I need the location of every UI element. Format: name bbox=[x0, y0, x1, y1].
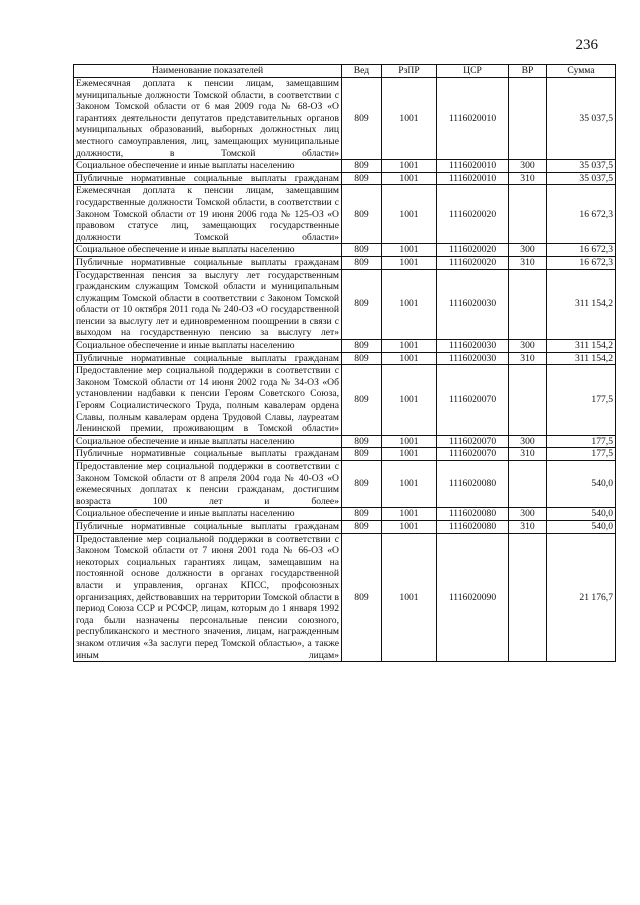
cell-ved: 809 bbox=[342, 508, 382, 521]
cell-name: Ежемесячная доплата к пенсии лицам, замещавшим муниципальные должности Томской области, в соответствии с Законом Томской области от 6 мая 2009 года № 68-ОЗ «О гарантиях деятельности депутатов представительных органов муниципальных образований, выборных должностных лиц местного самоуправления, лиц, замещающих муниципальные должности, в Томской области» bbox=[74, 78, 342, 160]
cell-sum: 311 154,2 bbox=[547, 340, 616, 353]
cell-ved: 809 bbox=[342, 533, 382, 662]
cell-vr: 310 bbox=[509, 520, 547, 533]
cell-name: Публичные нормативные социальные выплаты гражданам bbox=[74, 172, 342, 185]
cell-vr bbox=[509, 185, 547, 244]
cell-name: Социальное обеспечение и иные выплаты населению bbox=[74, 244, 342, 257]
page-number: 236 bbox=[575, 37, 598, 53]
cell-ved: 809 bbox=[342, 172, 382, 185]
table-row bbox=[74, 448, 616, 461]
cell-sum: 177,5 bbox=[547, 448, 616, 461]
cell-ved: 809 bbox=[342, 160, 382, 173]
table-row bbox=[74, 160, 616, 173]
cell-ved: 809 bbox=[342, 185, 382, 244]
table-row bbox=[74, 244, 616, 257]
cell-sum: 35 037,5 bbox=[547, 78, 616, 160]
cell-rzpr: 1001 bbox=[382, 365, 437, 436]
table-row bbox=[74, 172, 616, 185]
cell-vr: 300 bbox=[509, 340, 547, 353]
cell-csr: 1116020080 bbox=[437, 520, 509, 533]
cell-sum: 35 037,5 bbox=[547, 172, 616, 185]
cell-name: Предоставление мер социальной поддержки в соответствии с Законом Томской области от 8 апреля 2004 года № 40-ОЗ «О ежемесячных доплатах к пенсии гражданам, достигшим возраста 100 лет и более» bbox=[74, 461, 342, 508]
table-row bbox=[74, 461, 616, 508]
cell-csr: 1116020080 bbox=[437, 508, 509, 521]
table-row bbox=[74, 508, 616, 521]
cell-vr bbox=[509, 365, 547, 436]
cell-vr: 310 bbox=[509, 172, 547, 185]
cell-vr: 300 bbox=[509, 508, 547, 521]
cell-ved: 809 bbox=[342, 78, 382, 160]
header-csr: ЦСР bbox=[437, 65, 509, 78]
cell-rzpr: 1001 bbox=[382, 508, 437, 521]
cell-rzpr: 1001 bbox=[382, 185, 437, 244]
cell-sum: 16 672,3 bbox=[547, 256, 616, 269]
cell-csr: 1116020030 bbox=[437, 352, 509, 365]
cell-csr: 1116020090 bbox=[437, 533, 509, 662]
cell-rzpr: 1001 bbox=[382, 172, 437, 185]
cell-sum: 35 037,5 bbox=[547, 160, 616, 173]
cell-csr: 1116020010 bbox=[437, 172, 509, 185]
cell-vr bbox=[509, 461, 547, 508]
table-row bbox=[74, 365, 616, 436]
cell-csr: 1116020080 bbox=[437, 461, 509, 508]
cell-rzpr: 1001 bbox=[382, 78, 437, 160]
cell-rzpr: 1001 bbox=[382, 256, 437, 269]
cell-sum: 177,5 bbox=[547, 365, 616, 436]
cell-ved: 809 bbox=[342, 340, 382, 353]
cell-vr bbox=[509, 269, 547, 340]
cell-rzpr: 1001 bbox=[382, 435, 437, 448]
table-row bbox=[74, 533, 616, 662]
cell-ved: 809 bbox=[342, 448, 382, 461]
cell-vr: 300 bbox=[509, 435, 547, 448]
budget-table bbox=[73, 64, 616, 662]
cell-name: Социальное обеспечение и иные выплаты населению bbox=[74, 340, 342, 353]
cell-sum: 540,0 bbox=[547, 520, 616, 533]
cell-rzpr: 1001 bbox=[382, 520, 437, 533]
cell-csr: 1116020070 bbox=[437, 365, 509, 436]
cell-name: Социальное обеспечение и иные выплаты населению bbox=[74, 435, 342, 448]
table-row bbox=[74, 185, 616, 244]
cell-rzpr: 1001 bbox=[382, 160, 437, 173]
cell-csr: 1116020020 bbox=[437, 185, 509, 244]
cell-ved: 809 bbox=[342, 352, 382, 365]
cell-name: Предоставление мер социальной поддержки в соответствии с Законом Томской области от 14 июня 2002 года № 34-ОЗ «Об установлении надбавки к пенсии Героям Советского Союза, Героям Социалистического Труда, полным кавалерам ордена Славы, полным кавалерам ордена Трудовой Славы, лауреатам Ленинской премии, проживающим в Томской области» bbox=[74, 365, 342, 436]
cell-vr: 310 bbox=[509, 448, 547, 461]
cell-csr: 1116020020 bbox=[437, 256, 509, 269]
cell-sum: 540,0 bbox=[547, 461, 616, 508]
cell-vr: 300 bbox=[509, 160, 547, 173]
cell-name: Публичные нормативные социальные выплаты гражданам bbox=[74, 448, 342, 461]
cell-sum: 16 672,3 bbox=[547, 244, 616, 257]
cell-ved: 809 bbox=[342, 256, 382, 269]
cell-csr: 1116020020 bbox=[437, 244, 509, 257]
cell-name: Публичные нормативные социальные выплаты гражданам bbox=[74, 256, 342, 269]
cell-name: Социальное обеспечение и иные выплаты населению bbox=[74, 508, 342, 521]
cell-rzpr: 1001 bbox=[382, 448, 437, 461]
cell-ved: 809 bbox=[342, 269, 382, 340]
cell-name: Публичные нормативные социальные выплаты гражданам bbox=[74, 352, 342, 365]
cell-vr bbox=[509, 78, 547, 160]
cell-rzpr: 1001 bbox=[382, 352, 437, 365]
cell-sum: 311 154,2 bbox=[547, 269, 616, 340]
cell-csr: 1116020010 bbox=[437, 78, 509, 160]
cell-ved: 809 bbox=[342, 365, 382, 436]
cell-vr: 310 bbox=[509, 352, 547, 365]
header-sum: Сумма bbox=[547, 65, 616, 78]
cell-vr: 300 bbox=[509, 244, 547, 257]
cell-sum: 540,0 bbox=[547, 508, 616, 521]
cell-vr bbox=[509, 533, 547, 662]
cell-vr: 310 bbox=[509, 256, 547, 269]
cell-rzpr: 1001 bbox=[382, 340, 437, 353]
cell-ved: 809 bbox=[342, 461, 382, 508]
table-row bbox=[74, 340, 616, 353]
table-row bbox=[74, 256, 616, 269]
cell-rzpr: 1001 bbox=[382, 461, 437, 508]
table-row bbox=[74, 520, 616, 533]
cell-rzpr: 1001 bbox=[382, 533, 437, 662]
header-vr: ВР bbox=[509, 65, 547, 78]
cell-sum: 21 176,7 bbox=[547, 533, 616, 662]
cell-ved: 809 bbox=[342, 244, 382, 257]
cell-sum: 177,5 bbox=[547, 435, 616, 448]
cell-name: Предоставление мер социальной поддержки в соответствии с Законом Томской области от 7 июня 2001 года № 66-ОЗ «О некоторых социальных гарантиях лицам, замещавшим на постоянной основе должности в органах государственной власти и управления, органах КПСС, профсоюзных организациях, действовавших на территории Томской области в период Союза ССР и РСФСР, лицам, которым до 1 января 1992 года были назначены персональные пенсии союзного, республиканского и местного значения, лицам, награжденным знаком отличия «За заслуги перед Томской областью», а также иным лицам» bbox=[74, 533, 342, 662]
table-row bbox=[74, 352, 616, 365]
header-name: Наименование показателей bbox=[74, 65, 342, 78]
cell-ved: 809 bbox=[342, 435, 382, 448]
table-row bbox=[74, 78, 616, 160]
cell-rzpr: 1001 bbox=[382, 244, 437, 257]
cell-csr: 1116020070 bbox=[437, 435, 509, 448]
cell-rzpr: 1001 bbox=[382, 269, 437, 340]
table-header-row bbox=[74, 65, 616, 78]
table-row bbox=[74, 269, 616, 340]
header-ved: Вед bbox=[342, 65, 382, 78]
cell-csr: 1116020030 bbox=[437, 340, 509, 353]
cell-name: Государственная пенсия за выслугу лет государственным гражданским служащим Томской области и муниципальным служащим Томской области в соответствии с Законом Томской области от 10 октября 2011 года № 240-ОЗ «О государственной пенсии за выслугу лет и единовременном поощрении в связи с выходом на государственную пенсию за выслугу лет» bbox=[74, 269, 342, 340]
cell-csr: 1116020010 bbox=[437, 160, 509, 173]
table-body bbox=[74, 78, 616, 662]
header-rzpr: РзПР bbox=[382, 65, 437, 78]
cell-name: Ежемесячная доплата к пенсии лицам, замещавшим государственные должности Томской области, в соответствии с Законом Томской области от 19 июня 2006 года № 125-ОЗ «О правовом статусе лиц, замещающих государственные должности Томской области» bbox=[74, 185, 342, 244]
table-row bbox=[74, 435, 616, 448]
cell-sum: 16 672,3 bbox=[547, 185, 616, 244]
cell-csr: 1116020030 bbox=[437, 269, 509, 340]
cell-name: Публичные нормативные социальные выплаты гражданам bbox=[74, 520, 342, 533]
cell-csr: 1116020070 bbox=[437, 448, 509, 461]
cell-ved: 809 bbox=[342, 520, 382, 533]
cell-name: Социальное обеспечение и иные выплаты населению bbox=[74, 160, 342, 173]
cell-sum: 311 154,2 bbox=[547, 352, 616, 365]
